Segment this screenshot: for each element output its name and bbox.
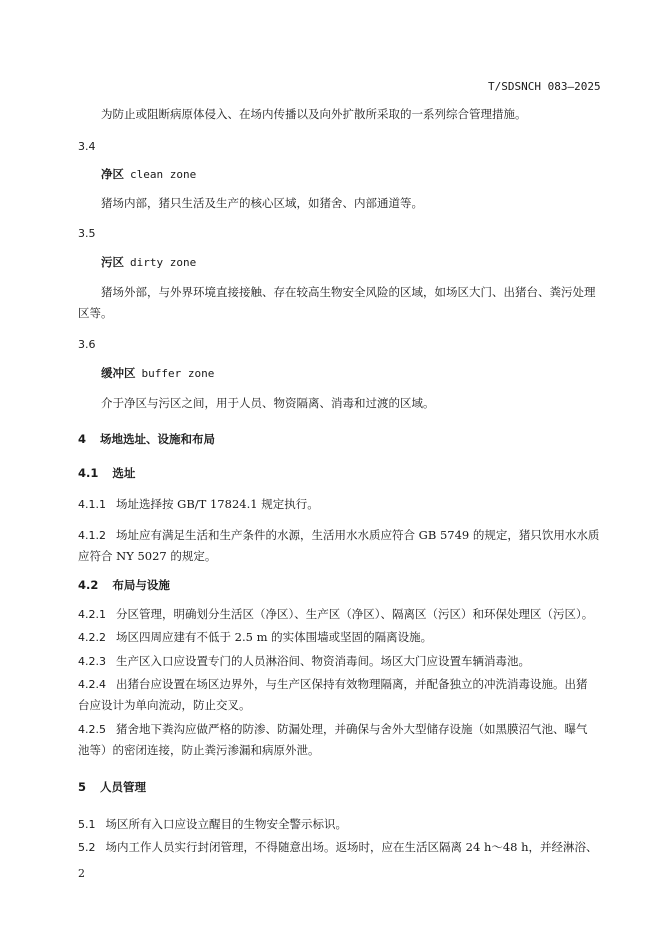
subsection-heading	[78, 578, 170, 592]
clause	[78, 497, 319, 512]
clause-number: 4.1.2	[78, 529, 106, 542]
section-heading	[78, 780, 146, 794]
intro-paragraph: 为防止或阻断病原体侵入、在场内传播以及向外扩散所采取的一系列综合管理措施。	[101, 107, 527, 121]
clause-number: 5.1	[78, 818, 96, 831]
term-cn: 缓冲区	[101, 366, 136, 380]
clause	[78, 528, 599, 543]
section-number: 4	[78, 432, 87, 446]
clause-text: 生产区入口应设置专门的人员淋浴间、物资消毒间。场区大门应设置车辆消毒池。	[116, 654, 530, 668]
term-cn: 净区	[101, 167, 124, 181]
term-heading	[101, 167, 196, 182]
clause	[78, 654, 530, 669]
clause-text: 猪舍地下粪沟应做严格的防渗、防漏处理，并确保与舍外大型储存设施（如黑膜沼气池、曝气	[116, 722, 588, 736]
clause	[78, 630, 432, 645]
section-number: 5	[78, 780, 87, 794]
term-cn: 污区	[101, 255, 124, 269]
subsection-number: 4.1	[78, 466, 99, 480]
term-en: dirty zone	[130, 256, 197, 269]
term-heading	[101, 366, 214, 381]
section-title: 人员管理	[100, 780, 147, 794]
term-heading	[101, 255, 196, 270]
clause-text: 场内工作人员实行封闭管理，不得随意出场。返场时，应在生活区隔离 24 h～48 h，并经淋浴、	[105, 840, 598, 854]
clause-text: 分区管理，明确划分生活区（净区）、生产区（净区）、隔离区（污区）和环保处理区（污区）。	[116, 607, 594, 621]
clause-continuation: 应符合 NY 5027 的规定。	[78, 549, 217, 563]
clause-continuation: 台应设计为单向流动，防止交叉。	[78, 698, 251, 712]
clause-text: 场区四周应建有不低于 2.5 m 的实体围墙或坚固的隔离设施。	[116, 630, 433, 644]
document-code: T/SDSNCH 083—2025	[488, 80, 601, 93]
clause-number: 4.2.3	[78, 655, 106, 668]
clause-number: 4.1.1	[78, 498, 106, 511]
clause-text: 场区所有入口应设立醒目的生物安全警示标识。	[105, 817, 347, 831]
section-heading	[78, 432, 215, 446]
section-title: 场地选址、设施和布局	[100, 432, 216, 446]
clause-text: 出猪台应设置在场区边界外，与生产区保持有效物理隔离，并配备独立的冲洗消毒设施。出猪	[116, 677, 588, 691]
clause	[78, 817, 347, 832]
clause	[78, 677, 588, 692]
term-definition-line: 猪场外部，与外界环境直接接触、存在较高生物安全风险的区域，如场区大门、出猪台、粪污处理	[101, 285, 596, 299]
clause	[78, 840, 598, 855]
clause	[78, 722, 588, 737]
clause-text: 场址选择按 GB/T 17824.1 规定执行。	[116, 497, 319, 511]
term-en: buffer zone	[141, 367, 215, 380]
clause-number: 4.2.5	[78, 723, 106, 736]
clause-text: 场址应有满足生活和生产条件的水源，生活用水水质应符合 GB 5749 的规定，猪只饮用水水质	[116, 528, 600, 542]
term-en: clean zone	[130, 168, 197, 181]
clause-continuation: 池等）的密闭连接，防止粪污渗漏和病原外泄。	[78, 743, 320, 757]
clause	[78, 607, 593, 622]
clause-number: 4.2.2	[78, 631, 106, 644]
term-number: 3.4	[78, 140, 96, 153]
clause-number: 4.2.1	[78, 608, 106, 621]
term-definition-line: 区等。	[78, 306, 113, 320]
clause-number: 5.2	[78, 841, 96, 854]
page-number: 2	[78, 867, 85, 880]
term-definition: 介于净区与污区之间，用于人员、物资隔离、消毒和过渡的区域。	[101, 396, 435, 410]
subsection-number: 4.2	[78, 578, 99, 592]
term-definition: 猪场内部，猪只生活及生产的核心区域，如猪舍、内部通道等。	[101, 196, 423, 210]
clause-number: 4.2.4	[78, 678, 106, 691]
term-number: 3.6	[78, 338, 96, 351]
subsection-heading	[78, 466, 135, 480]
term-number: 3.5	[78, 227, 96, 240]
subsection-title: 布局与设施	[112, 578, 170, 592]
subsection-title: 选址	[112, 466, 136, 480]
